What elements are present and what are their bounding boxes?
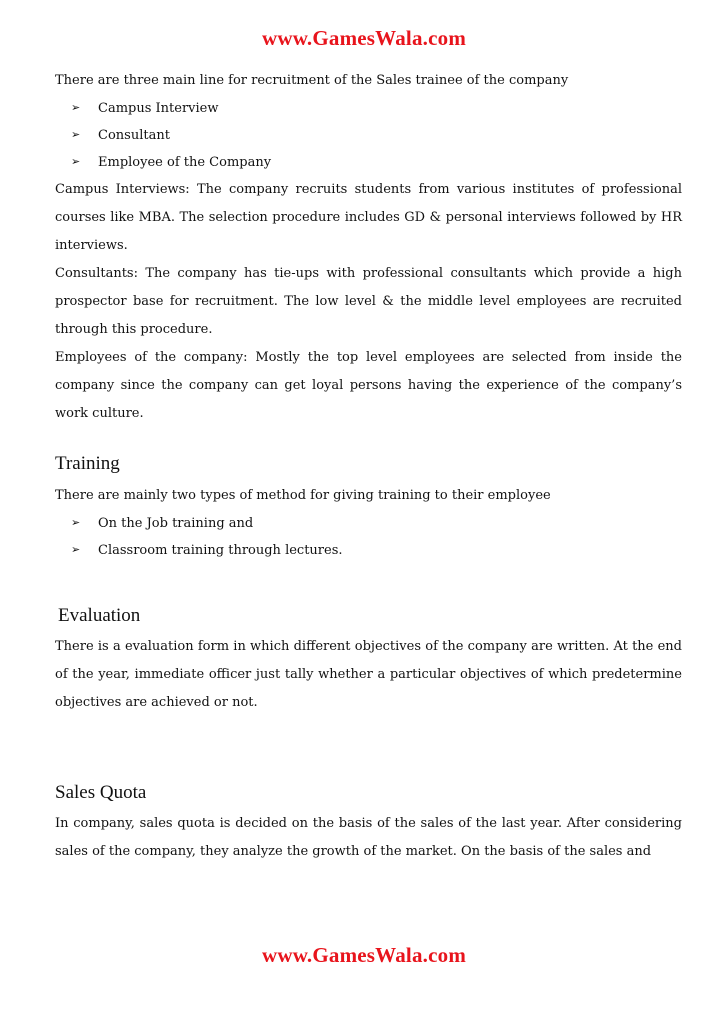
list-item: [71, 122, 682, 149]
sales-quota-heading: Sales Quota: [55, 782, 147, 803]
list-item-label: Employee of the Company: [98, 155, 272, 170]
employees-paragraph: Employees of the company: Mostly the top level employees are selected from inside the company since the company can get loyal persons having the experience of the company’s work culture.: [55, 350, 682, 421]
arrow-bullet-icon: ➢: [71, 543, 81, 556]
list-item: [71, 510, 682, 537]
arrow-bullet-icon: ➢: [71, 101, 81, 114]
page-content: [55, 67, 682, 866]
evaluation-heading: Evaluation: [58, 605, 141, 626]
evaluation-paragraph: There is a evaluation form in which different objectives of the company are written. At the end of the year, immediate officer just tally whether a particular objectives of which predetermine objectives are achieved or not.: [55, 639, 682, 710]
sales-quota-paragraph: In company, sales quota is decided on the basis of the sales of the last year. After considering sales of the company, they analyze the growth of the market. On the basis of the sales and: [55, 816, 682, 859]
list-item: [71, 95, 682, 122]
consultants-paragraph: Consultants: The company has tie-ups with professional consultants which provide a high prospector base for recruitment. The low level & the middle level employees are recruited through this procedure.: [55, 266, 682, 337]
list-item-label: Classroom training through lectures.: [98, 543, 343, 558]
arrow-bullet-icon: ➢: [71, 128, 81, 141]
list-item-label: On the Job training and: [98, 516, 254, 531]
list-item: [71, 537, 682, 564]
footer-website[interactable]: www.GamesWala.com: [261, 943, 467, 967]
arrow-bullet-icon: ➢: [71, 155, 81, 168]
list-item-label: Campus Interview: [98, 101, 219, 116]
list-item-label: Consultant: [98, 128, 170, 143]
campus-paragraph: Campus Interviews: The company recruits students from various institutes of professional courses like MBA. The selection procedure includes GD & personal interviews followed by HR interviews.: [55, 182, 682, 253]
training-list: [55, 510, 682, 564]
training-intro: There are mainly two types of method for giving training to their employee: [55, 488, 551, 503]
header-website[interactable]: www.GamesWala.com: [261, 26, 467, 50]
list-item: [71, 149, 682, 176]
training-heading: Training: [55, 453, 120, 474]
recruitment-intro: There are three main line for recruitment of the Sales trainee of the company: [55, 73, 569, 88]
arrow-bullet-icon: ➢: [71, 516, 81, 529]
recruitment-list: [55, 95, 682, 176]
